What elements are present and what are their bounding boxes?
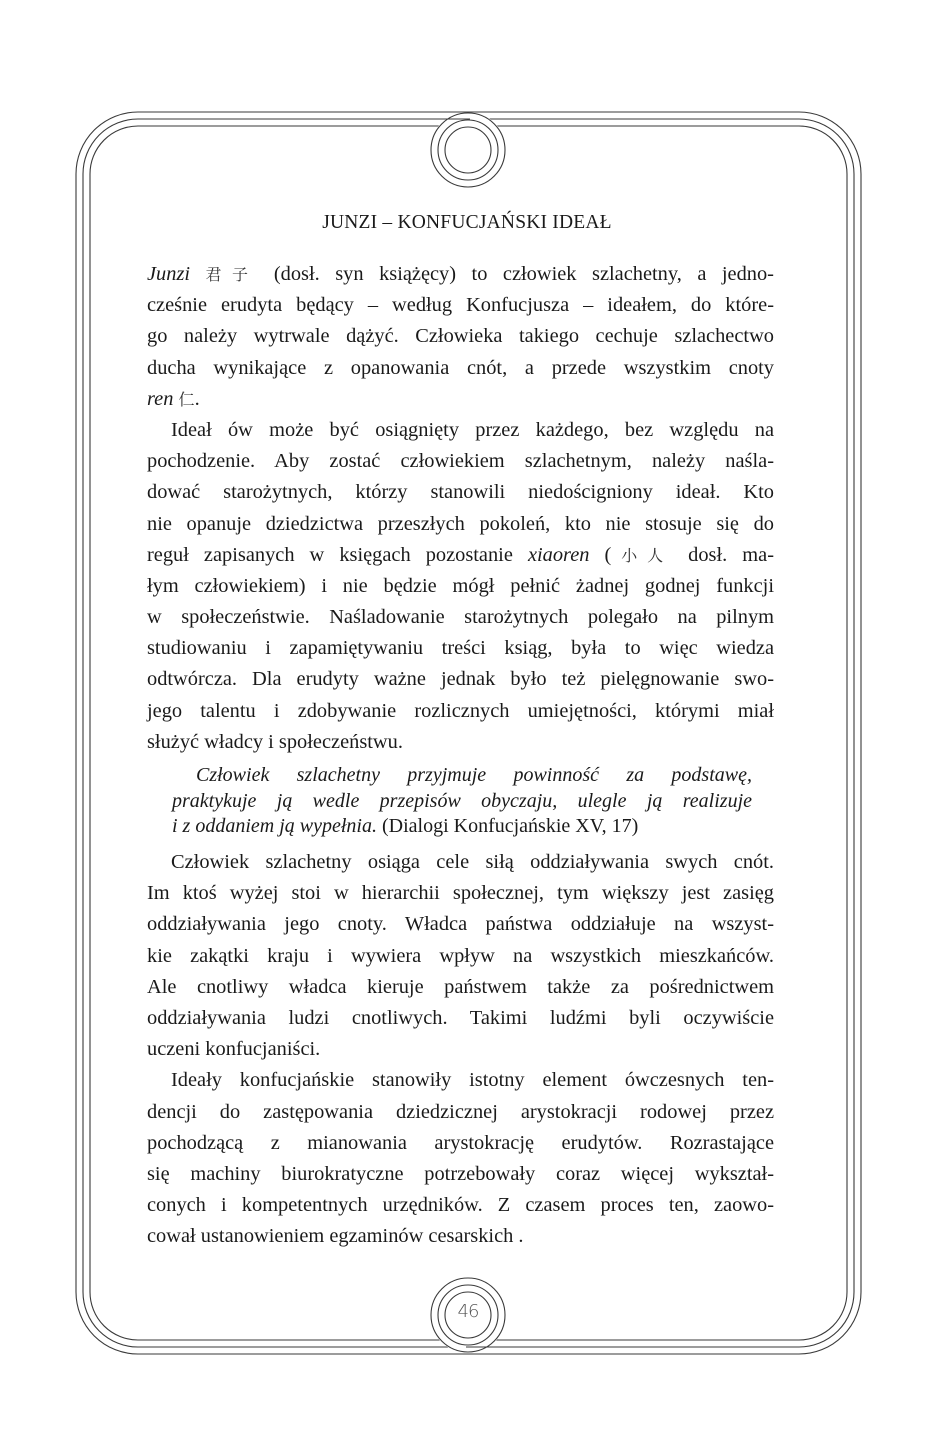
text-run: conych i kompetentnych urzędników. Z czasem proces ten, zaowo- xyxy=(147,1194,774,1217)
text-run: odtwórcza. Dla erudyty ważne jednak było też pielęgnowanie swo- xyxy=(147,668,774,691)
text-run: oddziaływania jego cnoty. Władca państwa oddziałuje na wszyst- xyxy=(147,913,774,936)
chinese-characters: 小人 xyxy=(611,545,674,565)
text-run: w społeczeństwie. Naśladowanie starożytnych polegało na pilnym xyxy=(147,606,774,629)
text-line xyxy=(147,509,774,540)
text-line xyxy=(147,664,774,695)
italic-text: xiaoren xyxy=(527,543,590,566)
text-line xyxy=(147,290,774,321)
text-run: reguł zapisanych w księgach pozostanie xyxy=(147,543,528,566)
text-line xyxy=(147,259,774,290)
text-run: Ideał ów może być osiągnięty przez każdego, bez względu na xyxy=(171,418,774,441)
text-run: ducha wynikające z opanowania cnót, a przede wszystkim cnoty xyxy=(147,356,774,379)
text-run: cował ustanowieniem egzaminów cesarskich . xyxy=(147,1225,524,1248)
italic-text: Junzi xyxy=(147,263,191,285)
text-run: nie opanuje dziedzictwa przeszłych pokoleń, kto nie stosuje się do xyxy=(147,512,774,535)
text-line xyxy=(147,1003,774,1034)
paragraph-p4 xyxy=(147,1065,774,1252)
text-line xyxy=(147,540,774,571)
text-run: ( xyxy=(589,543,612,566)
text-line xyxy=(147,878,774,909)
text-line xyxy=(147,972,774,1003)
text-run: służyć władcy i społeczeństwu. xyxy=(147,730,403,753)
chinese-characters: 君子 xyxy=(205,265,259,284)
text-run: jego talentu i zdobywanie rozlicznych umiejętności, którymi miał xyxy=(147,699,774,722)
text-line xyxy=(147,696,774,727)
text-line xyxy=(147,847,774,878)
text-run: (Dialogi Konfucjańskie XV, 17) xyxy=(376,815,639,837)
italic-text: praktykuje ją wedle przepisów obyczaju, ulegle ją realizuje xyxy=(172,789,752,812)
text-run: Im ktoś wyżej stoi w hierarchii społecznej, tym większy jest zasięg xyxy=(147,882,774,905)
text-line xyxy=(147,477,774,508)
text-run: studiowaniu i zapamiętywaniu treści ksiąg, była to więc wiedza xyxy=(147,637,774,660)
body-text-block-2 xyxy=(147,847,774,1252)
text-run: pochodzącą z mianowania arystokrację erudytów. Rozrastające xyxy=(147,1131,774,1154)
text-run: go należy wytrwale dążyć. Człowieka takiego cechuje szlachectwo xyxy=(147,325,774,348)
text-run: się machiny biurokratyczne potrzebowały coraz więcej wykształ- xyxy=(147,1162,774,1185)
text-line xyxy=(147,353,774,384)
text-run: cześnie erudyta będący – według Konfucjusza – ideałem, do które- xyxy=(147,294,774,317)
quote-line xyxy=(172,763,752,789)
paragraph-p1 xyxy=(147,259,774,415)
text-line xyxy=(147,1159,774,1190)
text-run: (dosł. syn książęcy) to człowiek szlachetny, a jedno- xyxy=(258,263,774,285)
text-run: oddziaływania ludzi cnotliwych. Takimi ludźmi byli oczywiście xyxy=(147,1006,774,1029)
top-ring-ornament xyxy=(430,112,506,188)
italic-text: ren xyxy=(147,387,174,410)
page-number: 46 xyxy=(457,1301,479,1322)
text-run: dencji do zastępowania dziedzicznej arystokracji rodowej przez xyxy=(147,1100,774,1123)
italic-text: Człowiek szlachetny przyjmuje powinność za podstawę, xyxy=(196,764,752,786)
text-run: kie zakątki kraju i wywiera wpływ na wszystkich mieszkańców. xyxy=(147,944,774,967)
italic-text: i z oddaniem ją wypełnia. xyxy=(172,815,377,837)
quote-line xyxy=(172,814,752,840)
text-run: pochodzenie. Aby zostać człowiekiem szlachetnym, należy naśla- xyxy=(147,450,774,473)
text-line xyxy=(147,727,774,758)
text-run: Ale cnotliwy władca kieruje państwem także za pośrednictwem xyxy=(147,975,774,998)
text-run: dosł. ma- xyxy=(673,543,774,566)
text-line xyxy=(147,1128,774,1159)
text-run: łym człowiekiem) i nie będzie mógł pełnić żadnej godnej funkcji xyxy=(147,574,774,597)
text-line xyxy=(147,321,774,352)
quotation-block xyxy=(172,763,752,840)
chinese-characters: 仁 xyxy=(178,389,195,409)
text-line xyxy=(147,1221,774,1252)
text-line xyxy=(147,602,774,633)
chapter-title: JUNZI – KONFUCJAŃSKI IDEAŁ xyxy=(322,212,612,233)
quote-line xyxy=(172,789,752,815)
paragraph-p3 xyxy=(147,847,774,1065)
text-line xyxy=(147,384,774,415)
body-text-block-1 xyxy=(147,259,774,758)
text-line xyxy=(147,1097,774,1128)
text-line xyxy=(147,1034,774,1065)
text-line xyxy=(147,909,774,940)
text-line xyxy=(147,941,774,972)
text-line xyxy=(147,1065,774,1096)
text-line xyxy=(147,571,774,602)
text-run: Człowiek szlachetny osiąga cele siłą oddziaływania swych cnót. xyxy=(171,851,774,873)
text-run xyxy=(190,263,206,285)
paragraph-p2 xyxy=(147,415,774,758)
text-run: Ideały konfucjańskie stanowiły istotny element ówczesnych ten- xyxy=(171,1069,774,1092)
text-line xyxy=(147,633,774,664)
text-run: . xyxy=(194,387,200,410)
text-run: uczeni konfucjaniści. xyxy=(147,1038,321,1061)
text-run: dować starożytnych, którzy stanowili niedościgniony ideał. Kto xyxy=(147,481,774,504)
text-line xyxy=(147,415,774,446)
text-line xyxy=(147,1190,774,1221)
text-line xyxy=(147,446,774,477)
